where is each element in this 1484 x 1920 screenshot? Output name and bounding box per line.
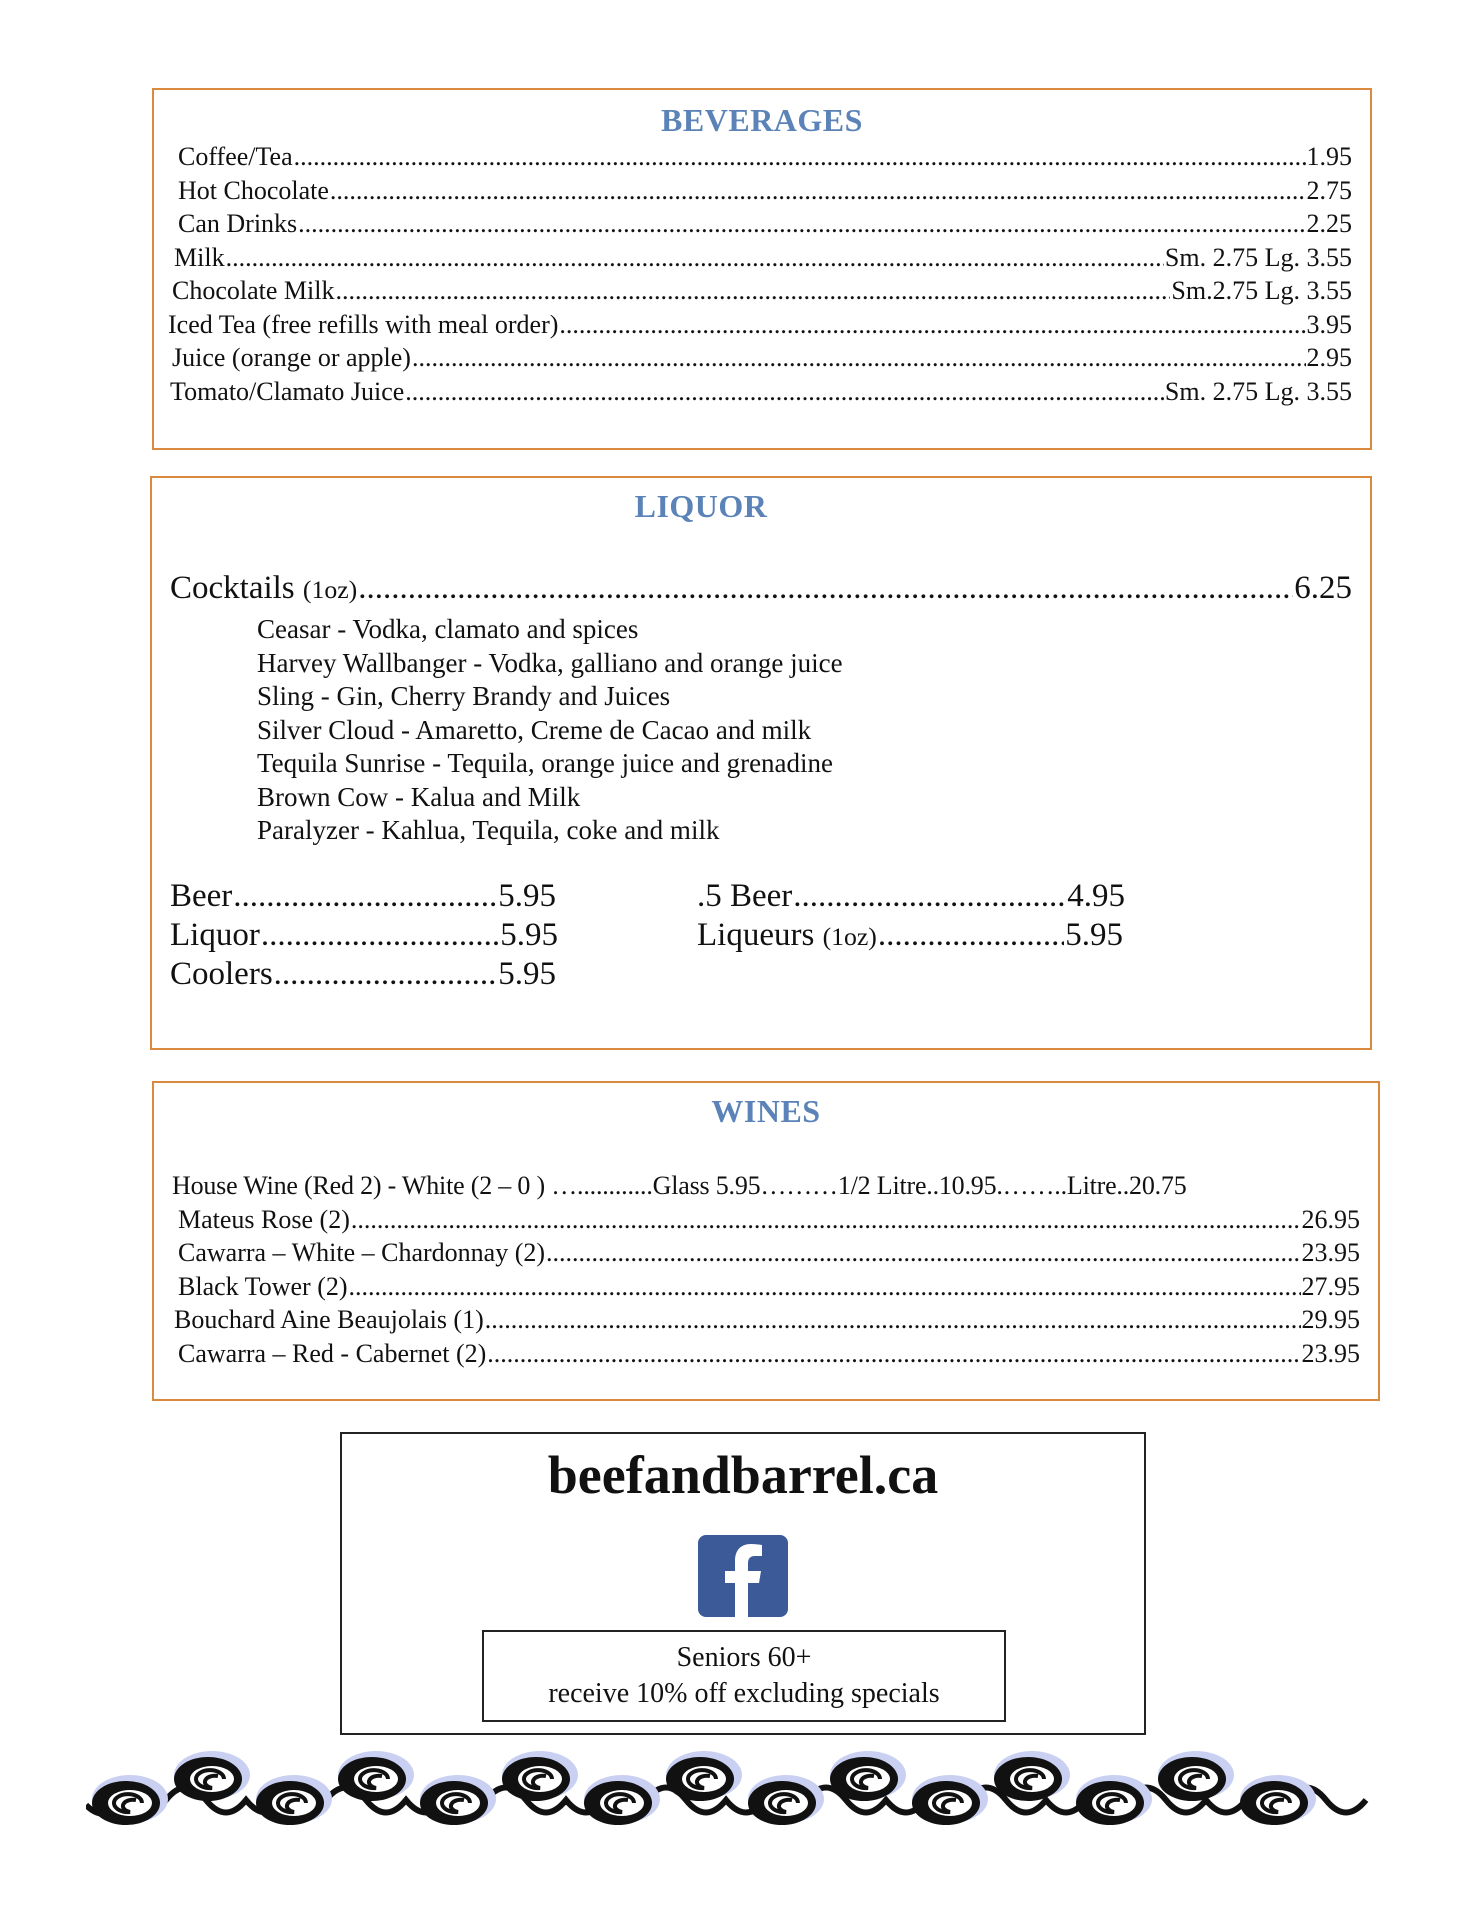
- cocktails-row: Cocktails (1oz) ..... 6.25: [170, 570, 1352, 607]
- swirl: [420, 1775, 496, 1825]
- cocktail-item: Ceasar - Vodka, clamato and spices: [257, 614, 639, 644]
- menu-item: Can Drinks ..... 2.25: [178, 209, 1352, 239]
- seniors-discount-box: [482, 1630, 1006, 1722]
- menu-item: Chocolate Milk ..... Sm.2.75 Lg. 3.55: [172, 276, 1352, 306]
- wine-item: Black Tower (2) ..... 27.95: [178, 1272, 1360, 1302]
- menu-item: Coffee/Tea ..... 1.95: [178, 142, 1352, 172]
- wine-item: Mateus Rose (2) ..... 26.95: [178, 1205, 1360, 1235]
- seniors-line-1: Seniors 60+: [676, 1642, 812, 1673]
- swirl: [748, 1775, 824, 1825]
- website-link[interactable]: beefandbarrel.ca: [547, 1445, 939, 1505]
- menu-item: Tomato/Clamato Juice ..... Sm. 2.75 Lg. 3.55: [170, 377, 1352, 407]
- menu-item: Juice (orange or apple) ..... 2.95: [172, 343, 1352, 373]
- beverages-section: [152, 88, 1372, 450]
- swirl-border-decoration: [86, 1745, 1376, 1835]
- swirl: [666, 1751, 742, 1801]
- swirl: [994, 1751, 1070, 1801]
- cocktail-item: Brown Cow - Kalua and Milk: [257, 782, 581, 812]
- menu-item: .5 Beer ..... 4.95: [697, 878, 1125, 915]
- wine-item: Cawarra – White – Chardonnay (2) ..... 23.95: [178, 1238, 1360, 1268]
- menu-item: Iced Tea (free refills with meal order) ..... 3.95: [168, 310, 1352, 340]
- wine-item: Cawarra – Red - Cabernet (2) ..... 23.95: [178, 1339, 1360, 1369]
- swirl: [92, 1775, 168, 1825]
- house-wine-row: House Wine (Red 2) - White (2 – 0 ) …............Glass 5.95………1/2 Litre..10.95.……..Litre..20.75: [172, 1171, 1187, 1200]
- beverages-title: BEVERAGES: [661, 102, 863, 138]
- facebook-icon[interactable]: [698, 1535, 788, 1617]
- seniors-line-2: receive 10% off excluding specials: [548, 1678, 940, 1709]
- cocktail-item: Harvey Wallbanger - Vodka, galliano and orange juice: [257, 648, 843, 678]
- menu-item: Milk ..... Sm. 2.75 Lg. 3.55: [174, 243, 1352, 273]
- cocktail-item: Paralyzer - Kahlua, Tequila, coke and milk: [257, 815, 720, 845]
- swirl: [1158, 1751, 1234, 1801]
- liquor-section: [150, 476, 1372, 1050]
- cocktail-item: Sling - Gin, Cherry Brandy and Juices: [257, 681, 671, 711]
- swirl: [584, 1775, 660, 1825]
- swirl: [174, 1751, 250, 1801]
- swirl: [912, 1775, 988, 1825]
- wines-section: [152, 1081, 1380, 1401]
- swirl: [502, 1751, 578, 1801]
- menu-item: Liquor ..... 5.95: [170, 917, 558, 954]
- promo-box: [340, 1432, 1146, 1735]
- swirl: [256, 1775, 332, 1825]
- menu-item: Beer ..... 5.95: [170, 878, 556, 915]
- swirl: [1240, 1775, 1316, 1825]
- swirl: [830, 1751, 906, 1801]
- wine-item: Bouchard Aine Beaujolais (1) ..... 29.95: [174, 1305, 1360, 1335]
- swirl: [1076, 1775, 1152, 1825]
- cocktail-item: Tequila Sunrise - Tequila, orange juice and grenadine: [257, 748, 834, 778]
- liquor-title: LIQUOR: [634, 488, 768, 524]
- menu-item: Coolers ..... 5.95: [170, 956, 556, 993]
- menu-item: Liqueurs (1oz) ..... 5.95: [697, 917, 1123, 954]
- swirl: [338, 1751, 414, 1801]
- cocktail-item: Silver Cloud - Amaretto, Creme de Cacao and milk: [257, 715, 812, 745]
- menu-item: Hot Chocolate ..... 2.75: [178, 176, 1352, 206]
- wines-title: WINES: [711, 1093, 821, 1129]
